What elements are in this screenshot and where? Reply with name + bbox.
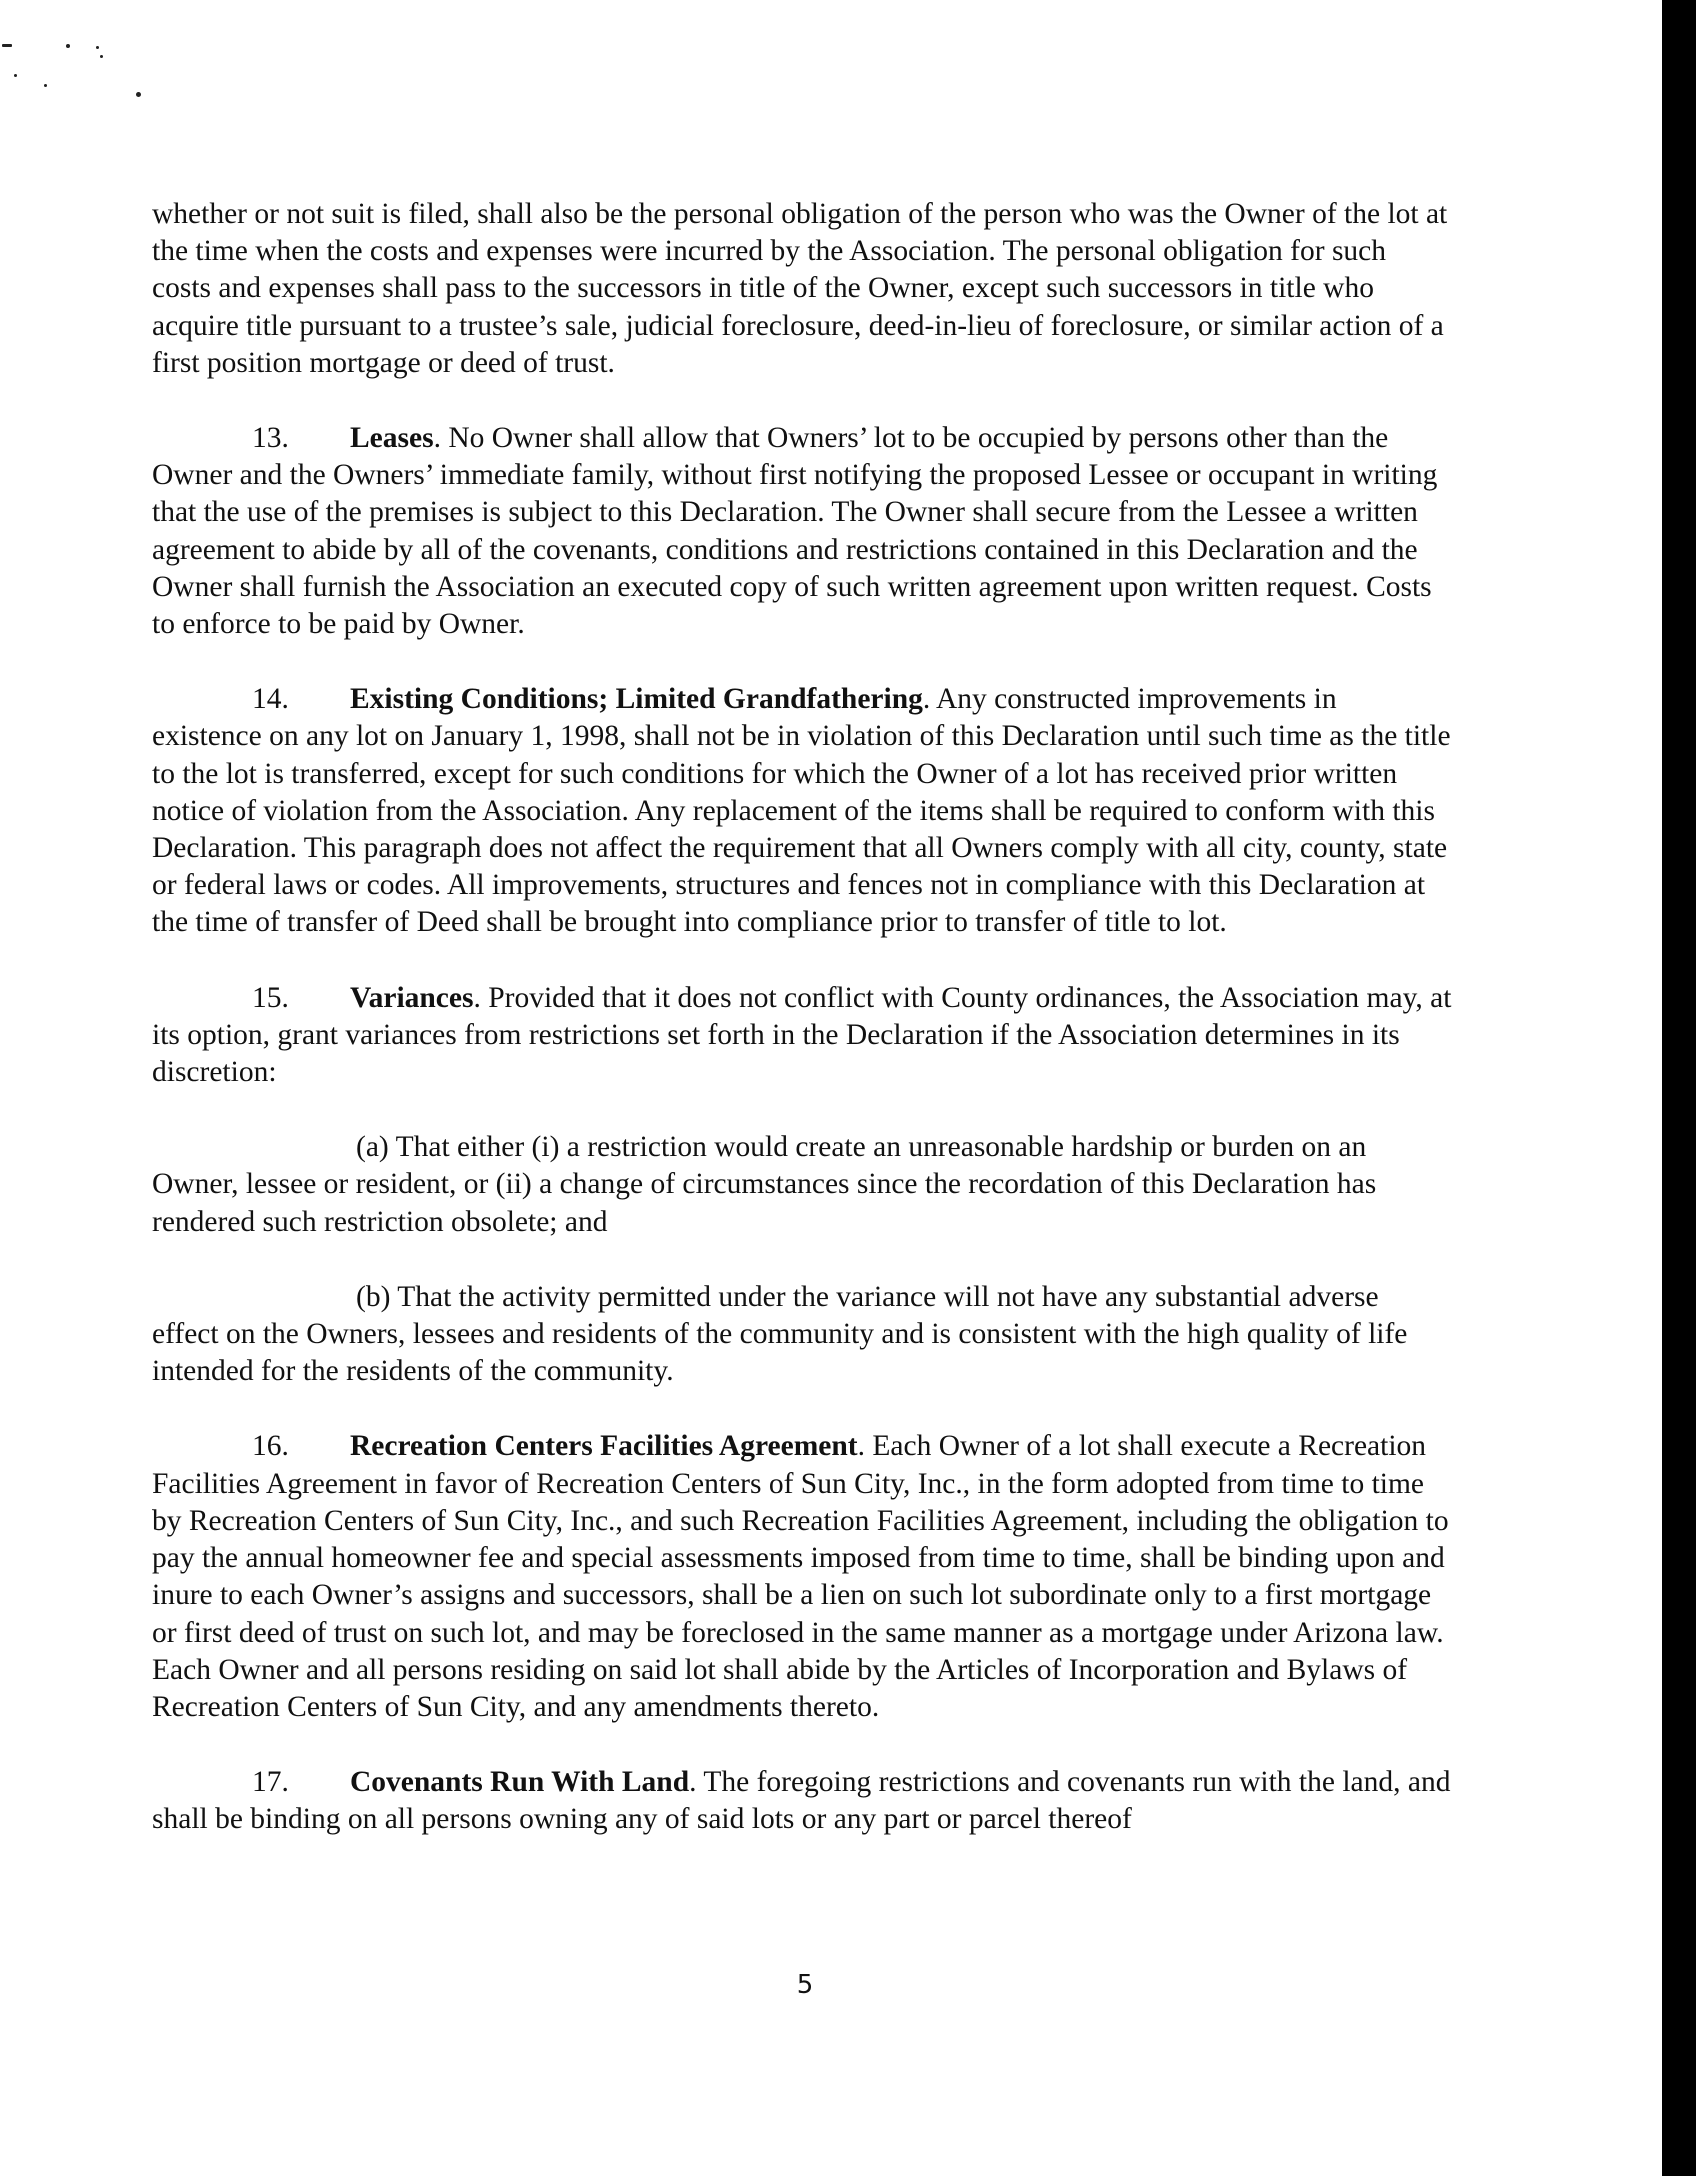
section-14 (152, 681, 1452, 941)
section-heading: Covenants Run With Land (350, 1766, 690, 1799)
subitem-text: (b) That the activity permitted under the variance will not have any substantial adverse effect on the Owners, lessees and residents of the community and is consistent with the high quality of life intended for the residents of the community. (152, 1280, 1408, 1388)
section-17 (152, 1764, 1452, 1838)
section-heading: Existing Conditions; Limited Grandfathering (350, 683, 923, 716)
section-13 (152, 420, 1452, 643)
section-number: 14. (252, 683, 289, 716)
section-heading: Variances (350, 981, 474, 1014)
subitem-a (152, 1129, 1452, 1241)
scan-speck (44, 84, 47, 87)
section-heading: Leases (350, 422, 434, 455)
scan-speck (14, 74, 17, 77)
section-body: . No Owner shall allow that Owners’ lot to be occupied by persons other than the Owner and the Owners’ immediate family, without first notifying the proposed Lessee or occupant in writing that the use of the premises is subject to this Declaration. The Owner shall secure from the Lessee a written agreement to abide by all of the covenants, conditions and restrictions contained in this Declaration and the Owner shall furnish the Association an executed copy of such written agreement upon written request. Costs to enforce to be paid by Owner. (152, 422, 1438, 641)
continuation-paragraph: whether or not suit is filed, shall also be the personal obligation of the person who was the Owner of the lot at the time when the costs and expenses were incurred by the Association. The personal obligation for such costs and expenses shall pass to the successors in title of the Owner, except such successors in title who acquire title pursuant to a trustee’s sale, judicial foreclosure, deed-in-lieu of foreclosure, or similar action of a first position mortgage or deed of trust. (152, 198, 1448, 379)
section-15 (152, 980, 1452, 1092)
section-body: . The foregoing restrictions and covenants run with the land, and shall be binding on all persons owning any of said lots or any part or parcel thereof (152, 1766, 1451, 1836)
page-number: 5 (796, 1970, 814, 2000)
subitem-text: (a) That either (i) a restriction would create an unreasonable hardship or burden on an Owner, lessee or resident, or (ii) a change of circumstances since the recordation of this Declaration has rendered such restriction obsolete; and (152, 1131, 1377, 1238)
scan-border (1662, 0, 1696, 2176)
scan-speck (96, 46, 99, 49)
scan-speck (136, 92, 141, 97)
section-heading: Recreation Centers Facilities Agreement (350, 1430, 858, 1463)
subitem-b (152, 1279, 1452, 1391)
scan-speck (100, 55, 103, 58)
section-16 (152, 1428, 1452, 1726)
document-page (152, 196, 1452, 1877)
scan-speck (66, 44, 70, 48)
section-body: . Provided that it does not conflict with County ordinances, the Association may, at its option, grant variances from restrictions set forth in the Declaration if the Association determines in its discretion: (152, 981, 1452, 1089)
section-body: . Each Owner of a lot shall execute a Recreation Facilities Agreement in favor of Recreation Centers of Sun City, Inc., in the form adopted from time to time by Recreation Centers of Sun City, Inc., and such Recreation Facilities Agreement, including the obligation to pay the annual homeowner fee and special assessments imposed from time to time, shall be binding upon and inure to each Owner’s assigns and successors, shall be a lien on such lot subordinate only to a first mortgage or first deed of trust on such lot, and may be foreclosed in the same manner as a mortgage under Arizona law. Each Owner and all persons residing on said lot shall abide by the Articles of Incorporation and Bylaws of Recreation Centers of Sun City, and any amendments thereto. (152, 1430, 1449, 1723)
section-body: . Any constructed improvements in existence on any lot on January 1, 1998, shall not be in violation of this Declaration until such time as the title to the lot is transferred, except for such conditions for which the Owner of a lot has received prior written notice of violation from the Association. Any replacement of the items shall be required to conform with this Declaration. This paragraph does not affect the requirement that all Owners comply with all city, county, state or federal laws or codes. All improvements, structures and fences not in compliance with this Declaration at the time of transfer of Deed shall be brought into compliance prior to transfer of title to lot. (152, 683, 1451, 939)
scan-speck (2, 44, 12, 47)
section-number: 15. (252, 981, 289, 1014)
section-number: 13. (252, 422, 289, 455)
section-number: 16. (252, 1430, 289, 1463)
section-number: 17. (252, 1766, 289, 1799)
